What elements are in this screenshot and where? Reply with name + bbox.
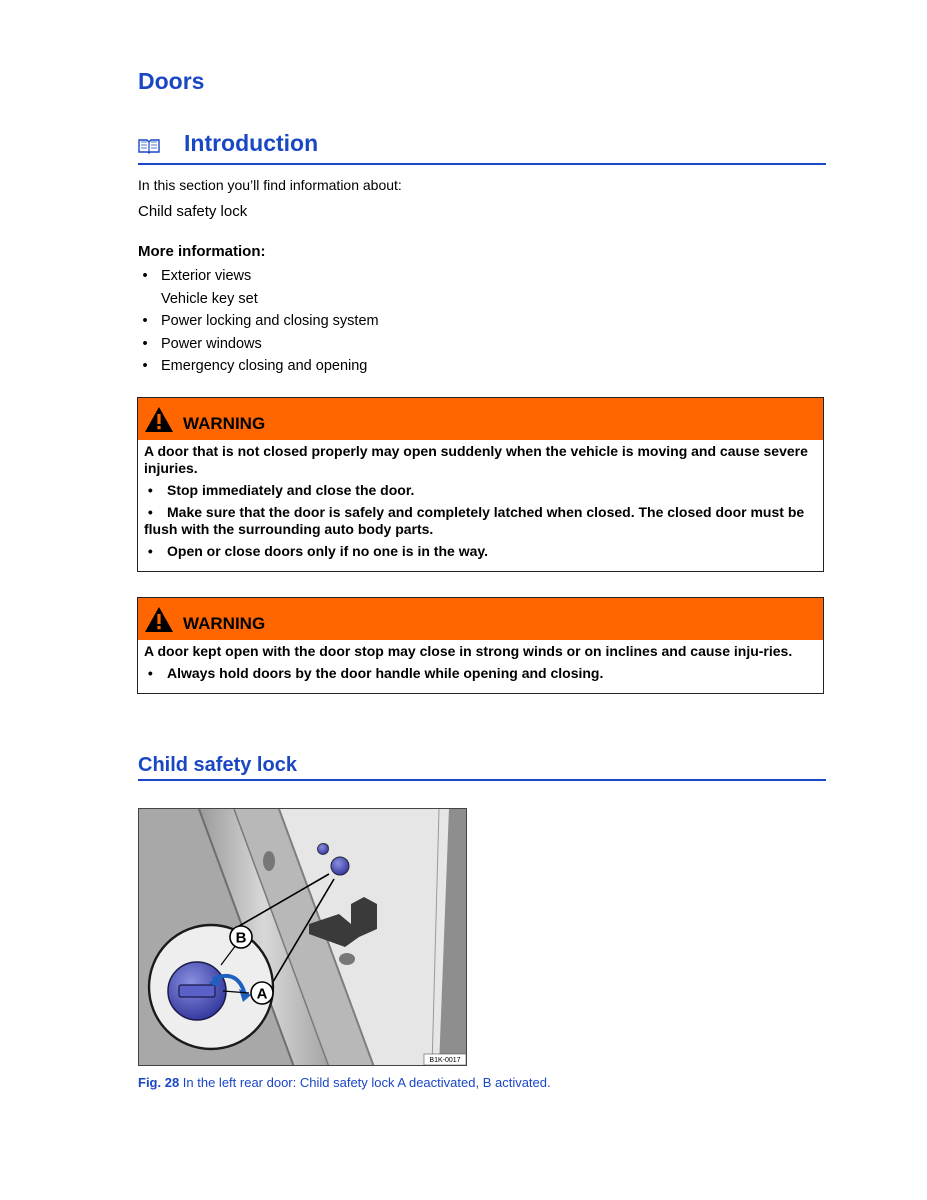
warning-title: WARNING (183, 614, 266, 633)
child-safety-lock-figure (138, 808, 467, 1066)
warning-box-door-not-closed (137, 397, 824, 572)
more-information-heading: More information: (138, 243, 266, 260)
door-lock-illustration (139, 809, 467, 1066)
warning-header (138, 598, 823, 640)
warning-triangle-icon (144, 406, 174, 433)
page-title: Doors (138, 68, 205, 94)
warning-title: WARNING (183, 414, 266, 433)
warning-body (138, 440, 823, 571)
warning-box-door-stop (137, 597, 824, 694)
child-safety-lock-heading-bar (138, 752, 826, 781)
figure-caption (138, 1075, 551, 1090)
list-item[interactable]: • Emergency closing and opening (142, 358, 368, 374)
book-icon (138, 138, 160, 154)
list-item[interactable]: • Power windows (142, 335, 262, 352)
more-information-list (138, 265, 379, 378)
child-safety-lock-heading: Child safety lock (138, 754, 297, 776)
intro-topic-link[interactable]: Child safety lock (138, 203, 248, 220)
intro-lead: In this section you’ll find information about: (138, 177, 402, 193)
list-item[interactable]: • Exterior views (142, 268, 252, 284)
warning-item: • Make sure that the door is safely and completely latched when closed. The closed door must be flush with the surrounding auto body parts. (144, 504, 805, 537)
warning-item: • Open or close doors only if no one is in the way. (144, 543, 489, 559)
list-item[interactable]: • Power locking and closing system (142, 313, 379, 329)
callout-label-b: B (235, 929, 247, 947)
figure-code: B1K-0017 (429, 1057, 461, 1064)
callout-label-a: A (256, 985, 268, 1003)
warning-item: • Stop immediately and close the door. (144, 482, 415, 498)
introduction-heading: Introduction (184, 130, 319, 156)
warning-header (138, 398, 823, 440)
list-item[interactable]: Vehicle key set (161, 290, 258, 307)
introduction-heading-bar (138, 130, 826, 165)
warning-lead: A door kept open with the door stop may close in strong winds or on inclines and cause inju-ries. (144, 643, 793, 659)
warning-lead: A door that is not closed properly may open suddenly when the vehicle is moving and cause severe injuries. (144, 443, 808, 476)
warning-body (138, 640, 823, 693)
warning-item: • Always hold doors by the door handle while opening and closing. (144, 665, 604, 681)
figure-number: Fig. 28 (138, 1075, 180, 1090)
figure-caption-text: In the left rear door: Child safety lock A deactivated, B activated. (179, 1075, 551, 1090)
warning-triangle-icon (144, 606, 174, 633)
